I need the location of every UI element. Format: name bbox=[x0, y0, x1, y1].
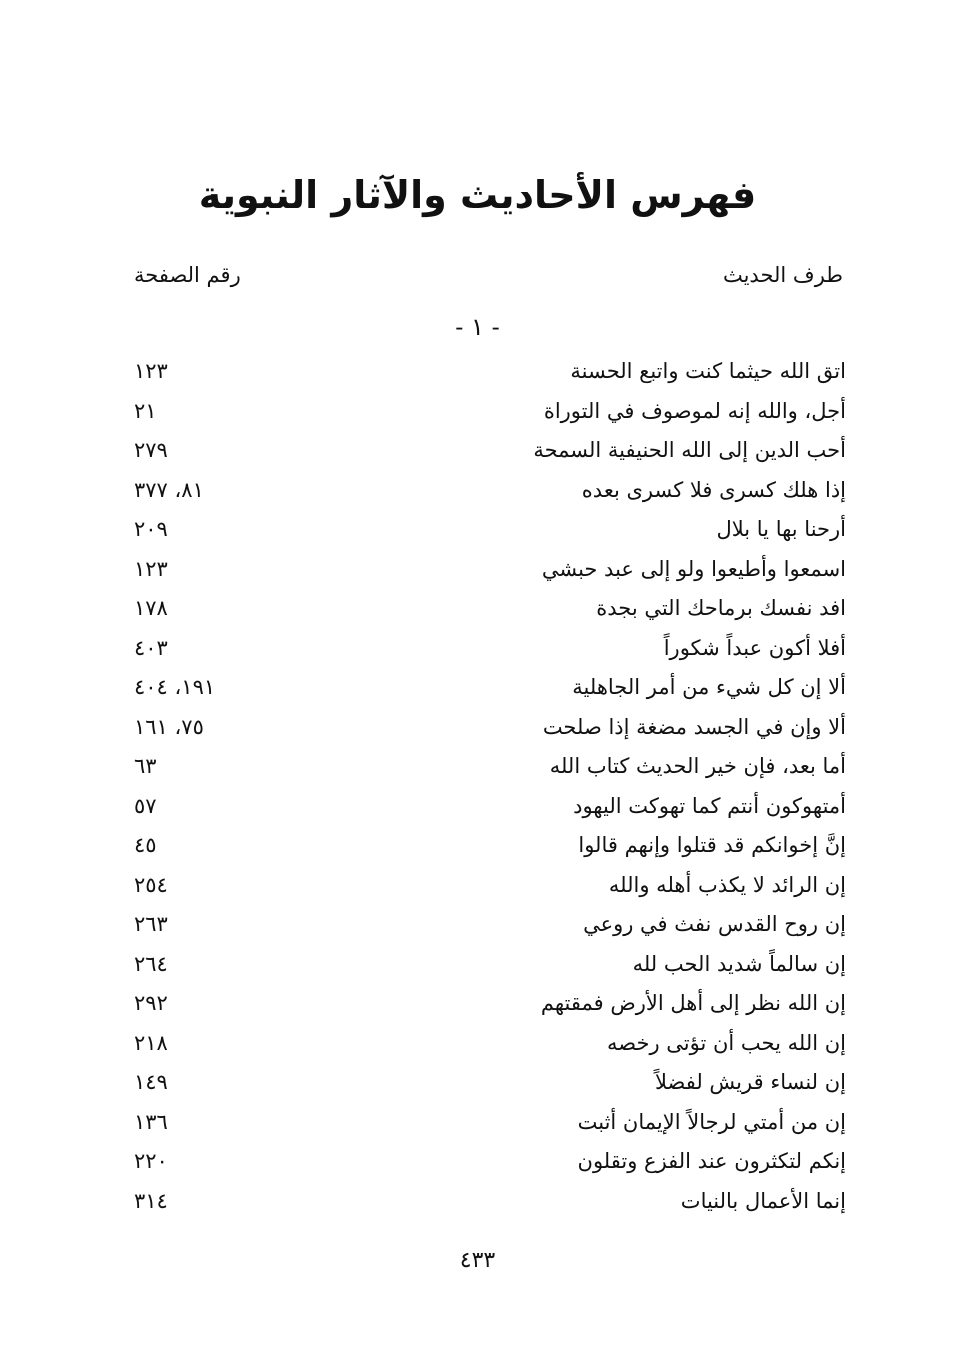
column-header-hadith: طرف الحديث bbox=[722, 263, 843, 287]
page-reference: ٢٥٤ bbox=[134, 872, 168, 897]
page-reference: ٢٧٩ bbox=[134, 438, 168, 462]
index-entry bbox=[134, 1142, 846, 1182]
page-title: فهرس الأحاديث والآثار النبوية bbox=[198, 173, 757, 217]
page-reference: ٥٧ bbox=[134, 793, 157, 818]
page-reference: ١٩١، ٤٠٤ bbox=[134, 675, 216, 699]
index-entry bbox=[134, 471, 846, 511]
hadith-text: إنكم لتكثرون عند الفزع وتقلون bbox=[577, 1149, 846, 1173]
page-reference: ٢٦٣ bbox=[134, 912, 168, 936]
hadith-text: إن لنساء قريش لفضلاً bbox=[654, 1070, 846, 1094]
hadith-text: ألا وإن في الجسد مضغة إذا صلحت bbox=[542, 714, 846, 739]
index-entry bbox=[134, 747, 846, 787]
page-reference: ١٣٦ bbox=[134, 1109, 168, 1134]
index-entry bbox=[134, 589, 846, 629]
page-reference: ٢١ bbox=[134, 398, 157, 423]
hadith-text: أجل، والله إنه لموصوف في التوراة bbox=[543, 398, 846, 423]
hadith-text: أفلا أكون عبداً شكوراً bbox=[663, 635, 846, 660]
index-entry bbox=[134, 866, 846, 906]
page-reference: ٢٩٢ bbox=[134, 991, 168, 1015]
index-entry bbox=[134, 510, 846, 550]
index-entry bbox=[134, 629, 846, 669]
hadith-index-list bbox=[134, 352, 846, 1221]
page-reference: ٦٣ bbox=[134, 754, 157, 778]
hadith-text: إذا هلك كسرى فلا كسرى بعده bbox=[581, 477, 846, 502]
hadith-text: إن الرائد لا يكذب أهله والله bbox=[608, 872, 846, 897]
section-letter: - ١ - bbox=[455, 313, 500, 341]
hadith-text: ألا إن كل شيء من أمر الجاهلية bbox=[572, 675, 846, 699]
hadith-text: إن الله يحب أن تؤتى رخصه bbox=[607, 1030, 846, 1055]
index-entry bbox=[134, 392, 846, 432]
hadith-text: أرحنا بها يا بلال bbox=[716, 517, 846, 541]
page-reference: ٨١، ٣٧٧ bbox=[134, 477, 204, 502]
index-entry bbox=[134, 787, 846, 827]
hadith-text: افد نفسك برماحك التي بجدة bbox=[596, 596, 846, 620]
hadith-text: اتق الله حيثما كنت واتبع الحسنة bbox=[570, 359, 846, 383]
index-entry bbox=[134, 1063, 846, 1103]
hadith-text: إن روح القدس نفث في روعي bbox=[583, 912, 846, 936]
index-entry bbox=[134, 352, 846, 392]
index-entry bbox=[134, 1182, 846, 1222]
hadith-text: أما بعد، فإن خير الحديث كتاب الله bbox=[549, 754, 846, 778]
page-reference: ٤٥ bbox=[134, 833, 157, 857]
index-entry bbox=[134, 550, 846, 590]
hadith-text: إن سالماً شديد الحب لله bbox=[632, 951, 846, 976]
page-reference: ١٧٨ bbox=[134, 596, 168, 620]
hadith-text: أحب الدين إلى الله الحنيفية السمحة bbox=[533, 438, 846, 462]
page-reference: ٣١٤ bbox=[134, 1188, 168, 1213]
index-entry bbox=[134, 905, 846, 945]
page-reference: ٢١٨ bbox=[134, 1030, 168, 1055]
index-entry bbox=[134, 668, 846, 708]
index-entry bbox=[134, 1103, 846, 1143]
page-reference: ١٢٣ bbox=[134, 556, 168, 581]
hadith-text: أمتهوكون أنتم كما تهوكت اليهود bbox=[573, 793, 846, 818]
page-reference: ٢٢٠ bbox=[134, 1149, 168, 1173]
index-entry bbox=[134, 945, 846, 985]
page-reference: ٧٥، ١٦١ bbox=[134, 714, 204, 739]
page-reference: ١٤٩ bbox=[134, 1070, 168, 1094]
page-reference: ١٢٣ bbox=[134, 359, 168, 383]
page-reference: ٤٠٣ bbox=[134, 635, 168, 660]
index-entry bbox=[134, 1024, 846, 1064]
index-entry bbox=[134, 984, 846, 1024]
index-entry bbox=[134, 431, 846, 471]
page-number: ٤٣٣ bbox=[459, 1248, 496, 1273]
hadith-text: إن من أمتي لرجالاً الإيمان أثبت bbox=[577, 1109, 846, 1134]
hadith-text: إنَّ إخوانكم قد قتلوا وإنهم قالوا bbox=[578, 833, 846, 857]
hadith-text: اسمعوا وأطيعوا ولو إلى عبد حبشي bbox=[541, 556, 846, 581]
hadith-text: إنما الأعمال بالنيات bbox=[680, 1188, 846, 1213]
hadith-text: إن الله نظر إلى أهل الأرض فمقتهم bbox=[540, 991, 846, 1015]
index-entry bbox=[134, 826, 846, 866]
index-entry bbox=[134, 708, 846, 748]
column-header-page: رقم الصفحة bbox=[134, 263, 241, 287]
page-reference: ٢٦٤ bbox=[134, 951, 168, 976]
page-reference: ٢٠٩ bbox=[134, 517, 168, 541]
